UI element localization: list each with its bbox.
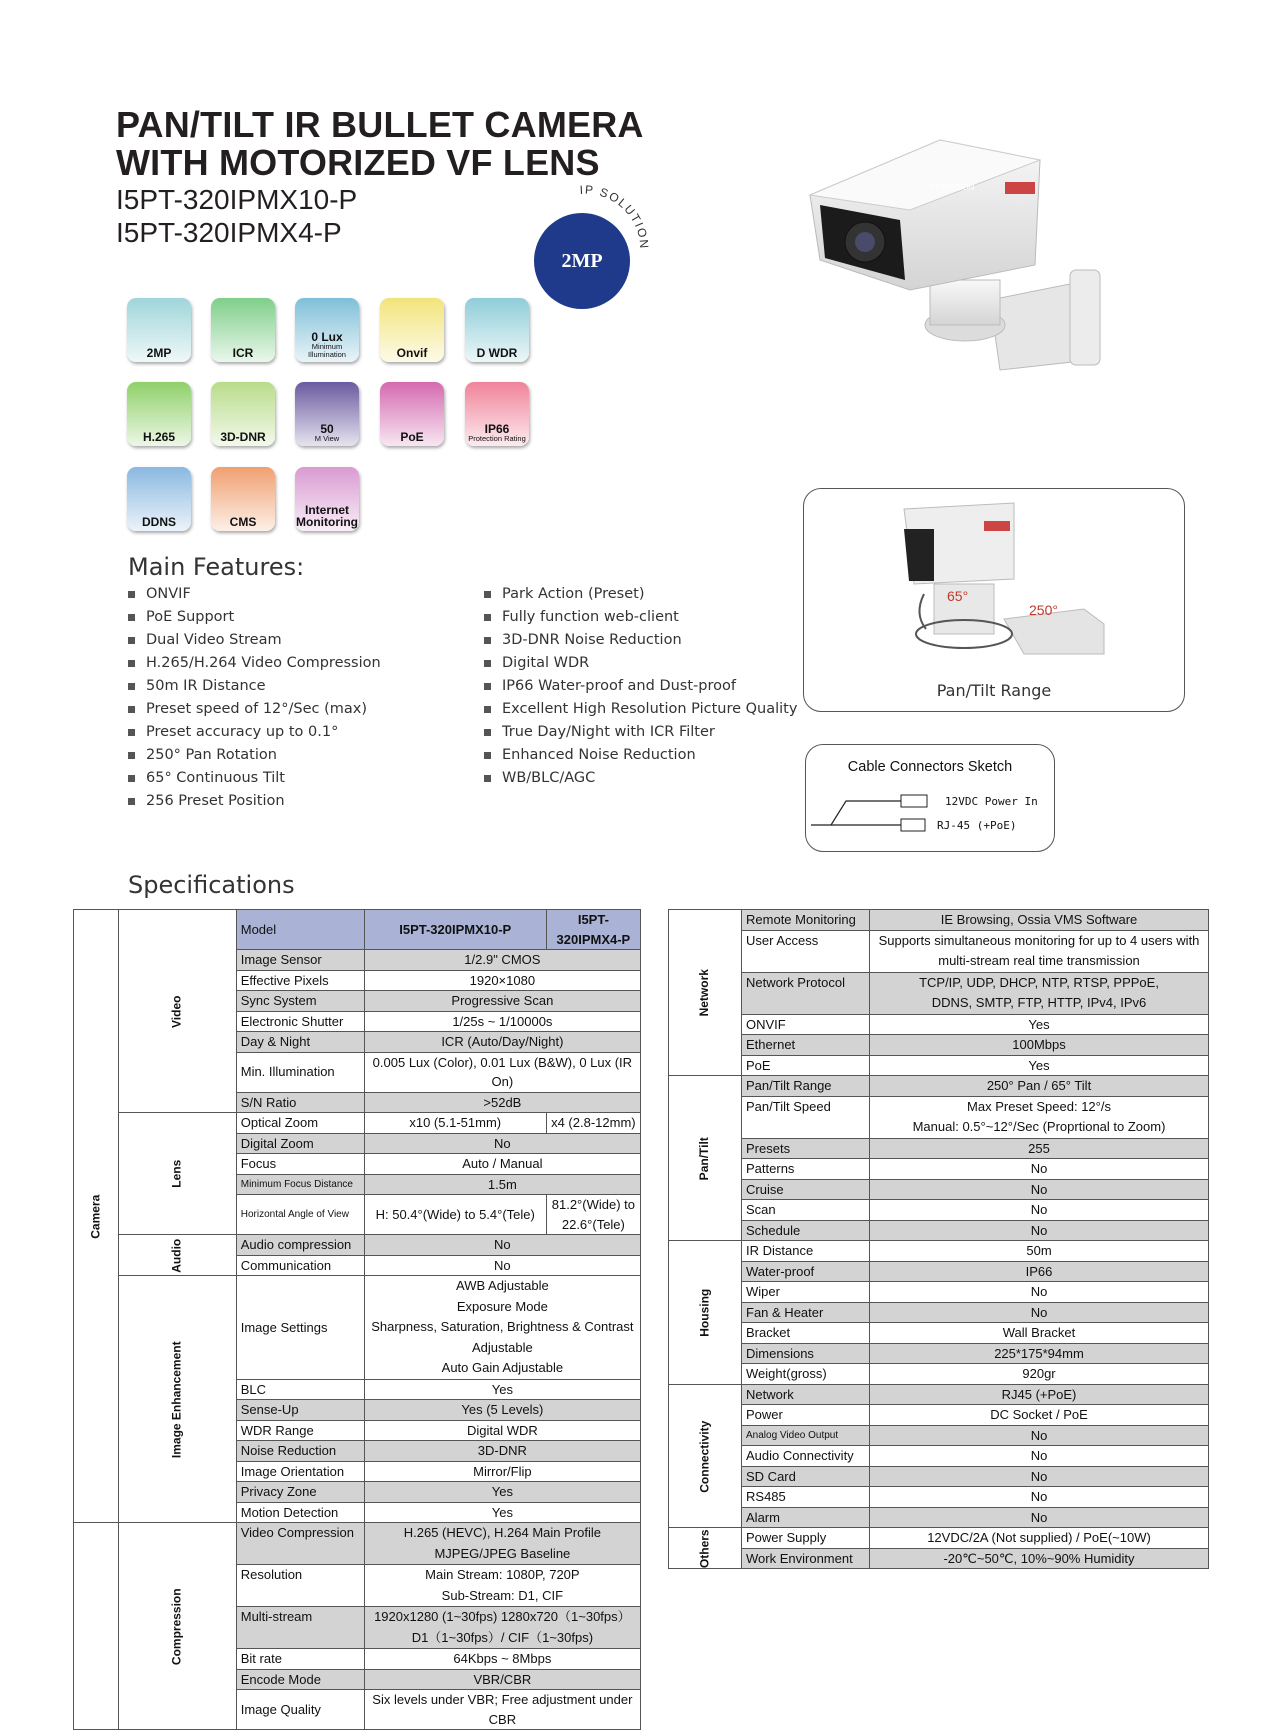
compression-group [119, 1523, 237, 1730]
spec-value: 12VDC/2A (Not supplied) / PoE(~10W) [870, 1528, 1209, 1549]
spec-row [74, 1523, 641, 1565]
spec-table-system [668, 909, 1209, 1569]
spec-key: Communication [236, 1255, 364, 1276]
internet-monitoring-icon [295, 467, 359, 531]
video-group [119, 910, 237, 1113]
spec-key: Video Compression [236, 1523, 364, 1565]
ip66-icon [465, 382, 529, 446]
spec-row [669, 1076, 1209, 1097]
audio-group-label: Audio [169, 1238, 184, 1273]
spec-key: Power [742, 1405, 870, 1426]
spec-value: No [364, 1133, 640, 1154]
cms-icon [211, 467, 275, 531]
spec-value: -20℃~50℃, 10%~90% Humidity [870, 1548, 1209, 1569]
icon-label: H.265 [142, 430, 176, 444]
icon-label: Onvif [396, 346, 428, 360]
spec-value: Auto / Manual [364, 1154, 640, 1175]
spec-key: PoE [742, 1055, 870, 1076]
spec-value: 1/25s ~ 1/10000s [364, 1011, 640, 1032]
feature-item: Fully function web-client [484, 606, 797, 629]
spec-value-line: Max Preset Speed: 12°/s [967, 1098, 1111, 1114]
spec-cell: Model [236, 910, 364, 950]
spec-key: Ethernet [742, 1035, 870, 1056]
spec-value: No [870, 1302, 1209, 1323]
spec-key: Encode Mode [236, 1669, 364, 1690]
spec-row [74, 910, 641, 950]
spec-row [74, 1276, 641, 1380]
camera-image [790, 130, 1150, 400]
spec-row [669, 1241, 1209, 1262]
spec-value: Yes [364, 1502, 640, 1523]
feature-item: Park Action (Preset) [484, 583, 797, 606]
spec-value [364, 1276, 640, 1380]
spec-value: 3D-DNR [364, 1441, 640, 1462]
spec-key: Weight(gross) [742, 1364, 870, 1385]
spec-cell: I5PT-320IPMX4-P [546, 910, 640, 950]
spec-value [364, 1607, 640, 1649]
spec-value: 100Mbps [870, 1035, 1209, 1056]
spec-value: No [870, 1179, 1209, 1200]
spec-key: SD Card [742, 1466, 870, 1487]
spec-cell: Horizontal Angle of View [236, 1195, 364, 1235]
spec-key: Network [742, 1384, 870, 1405]
spec-key: Image Sensor [236, 950, 364, 971]
spec-key: IR Distance [742, 1241, 870, 1262]
spec-key: Focus [236, 1154, 364, 1175]
spec-key: Scan [742, 1200, 870, 1221]
spec-value-line: D1（1~30fps）/ CIF（1~30fps) [411, 1629, 594, 1645]
main-features-title: Main Features: [128, 553, 305, 581]
spec-row [669, 1323, 1209, 1344]
spec-value [364, 1523, 640, 1565]
spec-value: Wall Bracket [870, 1323, 1209, 1344]
feature-item: 50m IR Distance [128, 675, 381, 698]
icon-sublabel: Protection Rating [468, 434, 526, 443]
spec-key: Digital Zoom [236, 1133, 364, 1154]
features-list-1 [128, 583, 381, 813]
cable-rj45-label: RJ-45 (+PoE) [937, 819, 1017, 832]
pan-angle-label: 250° [1029, 602, 1058, 618]
spec-value: No [870, 1425, 1209, 1446]
pantilt-group-label: Pan/Tilt [697, 1136, 712, 1181]
spec-value: No [870, 1507, 1209, 1528]
feature-item: WB/BLC/AGC [484, 767, 797, 790]
spec-key: Electronic Shutter [236, 1011, 364, 1032]
audio-group [119, 1235, 237, 1276]
spec-value: IE Browsing, Ossia VMS Software [870, 910, 1209, 931]
2mp-icon [127, 298, 191, 362]
image-settings-line: Exposure Mode [456, 1298, 548, 1314]
spec-key: Water-proof [742, 1261, 870, 1282]
feature-item: 3D-DNR Noise Reduction [484, 629, 797, 652]
spec-key: Pan/Tilt Speed [742, 1096, 870, 1138]
pan-tilt-range-box [803, 488, 1185, 712]
2mp-badge: 2MP [534, 213, 630, 309]
spec-key: Remote Monitoring [742, 910, 870, 931]
spec-value [870, 930, 1209, 972]
spec-row [669, 1055, 1209, 1076]
spec-value-line: Sub-Stream: D1, CIF [441, 1587, 564, 1603]
spec-value: x4 (2.8-12mm) [546, 1113, 640, 1134]
cable-diagram [806, 789, 1054, 849]
specifications-title: Specifications [128, 871, 295, 899]
icon-label: IP66 [484, 422, 510, 436]
product-title: PAN/TILT IR BULLET CAMERA WITH MOTORIZED VF LENS [116, 104, 644, 183]
pan-tilt-diagram [804, 489, 1184, 679]
spec-table-camera [73, 909, 641, 1730]
spec-value: x10 (5.1-51mm) [364, 1113, 546, 1134]
icon-sublabel: Minimum Illumination [308, 342, 346, 359]
spec-value: Digital WDR [364, 1420, 640, 1441]
spec-value: 1/2.9" CMOS [364, 950, 640, 971]
spec-key: RS485 [742, 1487, 870, 1508]
spec-row [669, 1384, 1209, 1405]
feature-item: 250° Pan Rotation [128, 744, 381, 767]
model-2: I5PT-320IPMX4-P [116, 217, 342, 248]
spec-row [669, 1487, 1209, 1508]
spec-value-line: DDNS, SMTP, FTP, HTTP, IPv4, IPv6 [931, 995, 1147, 1010]
spec-value: DC Socket / PoE [870, 1405, 1209, 1426]
spec-value-line: Supports simultaneous monitoring for up to 4 users with [878, 932, 1200, 948]
50m-view-icon [295, 382, 359, 446]
spec-row [669, 1138, 1209, 1159]
spec-row [669, 1405, 1209, 1426]
pantilt-group [669, 1076, 742, 1241]
spec-value: 0.005 Lux (Color), 0.01 Lux (B&W), 0 Lux (IR On) [364, 1052, 640, 1092]
spec-value: Progressive Scan [364, 991, 640, 1012]
image-settings-line: Sharpness, Saturation, Brightness & Contrast Adjustable [371, 1319, 634, 1355]
feature-item: 256 Preset Position [128, 790, 381, 813]
network-group [669, 910, 742, 1076]
spec-row [669, 1548, 1209, 1569]
icon-label: 50 [320, 422, 334, 436]
spec-value: Mirror/Flip [364, 1461, 640, 1482]
spec-key: BLC [236, 1379, 364, 1400]
ddns-icon [127, 467, 191, 531]
spec-value: No [870, 1200, 1209, 1221]
icon-sublabel: M View [314, 434, 340, 443]
spec-value: Yes [870, 1014, 1209, 1035]
spec-key: Wiper [742, 1282, 870, 1303]
spec-row [74, 1113, 641, 1134]
icon-label: 3D-DNR [220, 430, 266, 444]
spec-row [669, 1302, 1209, 1323]
spec-key: Noise Reduction [236, 1441, 364, 1462]
spec-row [669, 1364, 1209, 1385]
spec-value [870, 972, 1209, 1014]
connectivity-group-label: Connectivity [697, 1420, 712, 1493]
spec-value-line: Main Stream: 1080P, 720P [425, 1567, 580, 1582]
spec-value: No [870, 1220, 1209, 1241]
others-group [669, 1528, 742, 1569]
icon-label: D WDR [476, 346, 518, 360]
camera-group [74, 910, 119, 1523]
spec-key: Cruise [742, 1179, 870, 1200]
cable-power-label: 12VDC Power In [945, 795, 1038, 808]
spec-value: No [364, 1235, 640, 1256]
spec-key: ONVIF [742, 1014, 870, 1035]
spec-value: Yes [364, 1379, 640, 1400]
feature-item: Digital WDR [484, 652, 797, 675]
spec-value: IP66 [870, 1261, 1209, 1282]
feature-item: Dual Video Stream [128, 629, 381, 652]
zero-lux-icon [295, 298, 359, 362]
spec-cell: Analog Video Output [742, 1425, 870, 1446]
spec-value: 255 [870, 1138, 1209, 1159]
image-settings-line: AWB Adjustable [456, 1278, 549, 1293]
feature-item: Preset accuracy up to 0.1° [128, 721, 381, 744]
pan-tilt-caption: Pan/Tilt Range [936, 681, 1052, 700]
features-list-2 [484, 583, 797, 790]
housing-group [669, 1241, 742, 1385]
spec-row [669, 1220, 1209, 1241]
spec-key: Audio compression [236, 1235, 364, 1256]
spec-row [74, 1235, 641, 1256]
spec-value [870, 1096, 1209, 1138]
spec-key: User Access [742, 930, 870, 972]
spec-row [669, 1425, 1209, 1446]
spec-key: Bit rate [236, 1649, 364, 1670]
tilt-angle-label: 65° [947, 588, 969, 604]
spec-value: 50m [870, 1241, 1209, 1262]
spec-value: No [364, 1255, 640, 1276]
spec-value: >52dB [364, 1092, 640, 1113]
lens-group-label: Lens [169, 1159, 184, 1189]
spec-row [669, 930, 1209, 972]
svg-text:IP SOLUTION [579, 183, 651, 251]
spec-value: 920gr [870, 1364, 1209, 1385]
h265-icon [127, 382, 191, 446]
feature-item: 65° Continuous Tilt [128, 767, 381, 790]
spec-value: 1.5m [364, 1174, 640, 1195]
spec-value [364, 1565, 640, 1607]
spec-row [669, 1179, 1209, 1200]
spec-row [669, 1343, 1209, 1364]
image-enhancement-group-label: Image Enhancement [169, 1341, 184, 1458]
onvif-icon [380, 298, 444, 362]
spec-key: Sync System [236, 991, 364, 1012]
icon-label: DDNS [141, 515, 176, 529]
spec-key: Image Quality [236, 1690, 364, 1730]
spec-row [669, 1261, 1209, 1282]
spec-value: No [870, 1282, 1209, 1303]
spec-key: Presets [742, 1138, 870, 1159]
spec-value: 250° Pan / 65° Tilt [870, 1076, 1209, 1097]
spec-key: Fan & Heater [742, 1302, 870, 1323]
poe-icon [380, 382, 444, 446]
icon-label: CMS [229, 515, 257, 529]
spec-key: Audio Connectivity [742, 1446, 870, 1467]
icon-label: ICR [232, 346, 254, 360]
spec-value-line: 1920x1280 (1~30fps) 1280x720（1~30fps） [374, 1609, 631, 1624]
ip-solution-arc [560, 182, 660, 262]
spec-value: 81.2°(Wide) to 22.6°(Tele) [546, 1195, 640, 1235]
spec-key: Network Protocol [742, 972, 870, 1014]
image-enhancement-group [119, 1276, 237, 1523]
spec-key: Power Supply [742, 1528, 870, 1549]
spec-cell: Minimum Focus Distance [236, 1174, 364, 1195]
spec-value: 64Kbps ~ 8Mbps [364, 1649, 640, 1670]
lens-group [119, 1113, 237, 1235]
spec-row [669, 1159, 1209, 1180]
spec-key: Min. Illumination [236, 1052, 364, 1092]
spec-key: Multi-stream [236, 1607, 364, 1649]
feature-item: H.265/H.264 Video Compression [128, 652, 381, 675]
spec-key: WDR Range [236, 1420, 364, 1441]
spec-key: Pan/Tilt Range [742, 1076, 870, 1097]
feature-item: Enhanced Noise Reduction [484, 744, 797, 767]
spec-key: Effective Pixels [236, 970, 364, 991]
spec-key: Sense-Up [236, 1400, 364, 1421]
spec-value-line: multi-stream real time transmission [938, 953, 1140, 968]
spec-row [669, 1200, 1209, 1221]
feature-item: Excellent High Resolution Picture Quality [484, 698, 797, 721]
connectivity-group [669, 1384, 742, 1528]
spec-row [669, 972, 1209, 1014]
spec-key: Image Orientation [236, 1461, 364, 1482]
spec-value-line: Manual: 0.5°~12°/Sec (Proprtional to Zoom) [912, 1119, 1166, 1134]
spec-key: Optical Zoom [236, 1113, 364, 1134]
model-1: I5PT-320IPMX10-P [116, 184, 358, 215]
spec-value: No [870, 1159, 1209, 1180]
spec-key: Bracket [742, 1323, 870, 1344]
spec-row [669, 1466, 1209, 1487]
spec-row [669, 1096, 1209, 1138]
network-group-label: Network [697, 969, 712, 1017]
icon-label: Internet Monitoring [296, 503, 358, 529]
spec-value-line: H.265 (HEVC), H.264 Main Profile [403, 1525, 601, 1540]
icon-label: PoE [400, 430, 424, 444]
spec-cell: I5PT-320IPMX10-P [364, 910, 546, 950]
icon-label: 2MP [146, 346, 172, 360]
spec-row [669, 1507, 1209, 1528]
svg-text:PROVISION: PROVISION [930, 183, 975, 192]
3d-dnr-icon [211, 382, 275, 446]
spec-key: Day & Night [236, 1032, 364, 1053]
feature-item: Preset speed of 12°/Sec (max) [128, 698, 381, 721]
ip-solution-text: IP SOLUTION [579, 182, 652, 251]
image-settings-line: Auto Gain Adjustable [441, 1360, 564, 1375]
spec-value: No [870, 1466, 1209, 1487]
feature-item: PoE Support [128, 606, 381, 629]
spec-value: 225*175*94mm [870, 1343, 1209, 1364]
spec-key: Schedule [742, 1220, 870, 1241]
housing-group-label: Housing [697, 1288, 712, 1337]
spec-value: 1920×1080 [364, 970, 640, 991]
spec-value: RJ45 (+PoE) [870, 1384, 1209, 1405]
spec-key: Patterns [742, 1159, 870, 1180]
spec-key: S/N Ratio [236, 1092, 364, 1113]
spec-row [669, 1014, 1209, 1035]
cable-sketch-title: Cable Connectors Sketch [847, 759, 1013, 775]
compression-group-label: Compression [169, 1588, 184, 1665]
spec-row [669, 1446, 1209, 1467]
spec-value: Yes [870, 1055, 1209, 1076]
spec-value: No [870, 1446, 1209, 1467]
camera-group-label: Camera [88, 1194, 103, 1239]
spec-value-line: MJPEG/JPEG Baseline [434, 1545, 571, 1561]
spec-key: Motion Detection [236, 1502, 364, 1523]
feature-item: True Day/Night with ICR Filter [484, 721, 797, 744]
spec-value: Yes [364, 1482, 640, 1503]
spec-value: Yes (5 Levels) [364, 1400, 640, 1421]
spec-key: Work Environment [742, 1548, 870, 1569]
spec-value: No [870, 1487, 1209, 1508]
spec-key: Dimensions [742, 1343, 870, 1364]
spec-value-line: TCP/IP, UDP, DHCP, NTP, RTSP, PPPoE, [919, 974, 1159, 990]
icr-icon [211, 298, 275, 362]
spec-row [669, 1528, 1209, 1549]
spec-row [669, 1035, 1209, 1056]
spec-key: Privacy Zone [236, 1482, 364, 1503]
spec-row [669, 1282, 1209, 1303]
spec-row [669, 910, 1209, 931]
cable-connectors-box [805, 744, 1055, 852]
spec-key: Resolution [236, 1565, 364, 1607]
spec-key: Alarm [742, 1507, 870, 1528]
dwdr-icon [465, 298, 529, 362]
spec-value: H: 50.4°(Wide) to 5.4°(Tele) [364, 1195, 546, 1235]
spec-key: Image Settings [236, 1276, 364, 1380]
icon-label: 0 Lux [311, 330, 343, 344]
video-group-label: Video [169, 995, 184, 1028]
others-group-label: Others [697, 1529, 712, 1568]
spec-value: Six levels under VBR; Free adjustment under CBR [364, 1690, 640, 1730]
feature-item: ONVIF [128, 583, 381, 606]
spec-value: ICR (Auto/Day/Night) [364, 1032, 640, 1053]
feature-item: IP66 Water-proof and Dust-proof [484, 675, 797, 698]
spec-value: VBR/CBR [364, 1669, 640, 1690]
camera-group-spacer [74, 1523, 119, 1730]
